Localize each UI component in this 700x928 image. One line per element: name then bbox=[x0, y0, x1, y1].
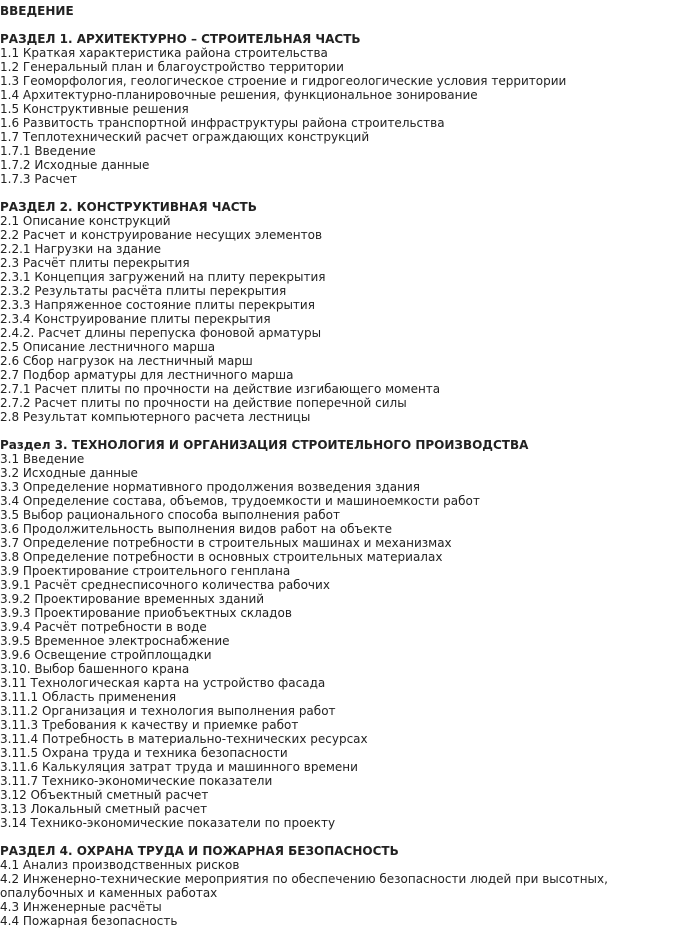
toc-item: 3.9.5 Временное электроснабжение bbox=[0, 634, 230, 648]
toc-item: 3.11.6 Калькуляция затрат труда и машинного времени bbox=[0, 760, 358, 774]
toc-item: 2.5 Описание лестничного марша bbox=[0, 340, 216, 354]
sections-container bbox=[0, 32, 700, 928]
toc-item: 1.7.2 Исходные данные bbox=[0, 158, 150, 172]
toc-item: 3.13 Локальный сметный расчет bbox=[0, 802, 208, 816]
toc-item: 3.4 Определение состава, объемов, трудоемкости и машиноемкости работ bbox=[0, 494, 480, 508]
toc-item: 3.5 Выбор рационального способа выполнения работ bbox=[0, 508, 340, 522]
toc-item: 3.11.5 Охрана труда и техника безопасности bbox=[0, 746, 288, 760]
toc-item: 3.9.3 Проектирование приобъектных складов bbox=[0, 606, 292, 620]
section-block bbox=[0, 200, 700, 438]
toc-item: 3.9.4 Расчёт потребности в воде bbox=[0, 620, 207, 634]
toc-item: 2.7.2 Расчет плиты по прочности на действие поперечной силы bbox=[0, 396, 407, 410]
toc-item: 3.11.3 Требования к качеству и приемке работ bbox=[0, 718, 299, 732]
section-title: Раздел 3. ТЕХНОЛОГИЯ И ОРГАНИЗАЦИЯ СТРОИТЕЛЬНОГО ПРОИЗВОДСТВА bbox=[0, 438, 529, 452]
toc-item: 2.2.1 Нагрузки на здание bbox=[0, 242, 162, 256]
toc-item: 2.4.2. Расчет длины перепуска фоновой арматуры bbox=[0, 326, 322, 340]
toc-item: 3.8 Определение потребности в основных строительных материалах bbox=[0, 550, 443, 564]
section-title: РАЗДЕЛ 1. АРХИТЕКТУРНО – СТРОИТЕЛЬНАЯ ЧАСТЬ bbox=[0, 32, 361, 46]
section-block bbox=[0, 844, 700, 928]
toc-item: 3.11.7 Технико-экономические показатели bbox=[0, 774, 273, 788]
toc-item: 2.3.4 Конструирование плиты перекрытия bbox=[0, 312, 271, 326]
toc-item: 4.1 Анализ производственных рисков bbox=[0, 858, 240, 872]
toc-item: 3.3 Определение нормативного продолжения возведения здания bbox=[0, 480, 420, 494]
toc-item: 1.2 Генеральный план и благоустройство территории bbox=[0, 60, 344, 74]
toc-item: 2.3.3 Напряженное состояние плиты перекрытия bbox=[0, 298, 315, 312]
toc-item: 3.11.2 Организация и технология выполнения работ bbox=[0, 704, 336, 718]
toc-item: 2.6 Сбор нагрузок на лестничный марш bbox=[0, 354, 253, 368]
toc-item: 3.2 Исходные данные bbox=[0, 466, 138, 480]
section-title: РАЗДЕЛ 2. КОНСТРУКТИВНАЯ ЧАСТЬ bbox=[0, 200, 257, 214]
toc-item: 1.7.3 Расчет bbox=[0, 172, 77, 186]
toc-item: 1.4 Архитектурно-планировочные решения, функциональное зонирование bbox=[0, 88, 478, 102]
toc-item: 1.5 Конструктивные решения bbox=[0, 102, 189, 116]
toc-item: 3.9.6 Освещение стройплощадки bbox=[0, 648, 212, 662]
section-title: РАЗДЕЛ 4. ОХРАНА ТРУДА И ПОЖАРНАЯ БЕЗОПАСНОСТЬ bbox=[0, 844, 399, 858]
toc-item: 1.3 Геоморфология, геологическое строение и гидрогеологические условия территории bbox=[0, 74, 567, 88]
toc-item: 2.1 Описание конструкций bbox=[0, 214, 171, 228]
toc-item: 4.3 Инженерные расчёты bbox=[0, 900, 162, 914]
toc-item: 3.14 Технико-экономические показатели по проекту bbox=[0, 816, 336, 830]
toc-item: 3.12 Объектный сметный расчет bbox=[0, 788, 209, 802]
toc-item: 2.7 Подбор арматуры для лестничного марша bbox=[0, 368, 294, 382]
toc-item: 3.9 Проектирование строительного генплана bbox=[0, 564, 291, 578]
toc-item: 2.3 Расчёт плиты перекрытия bbox=[0, 256, 190, 270]
toc-item: 1.6 Развитость транспортной инфраструктуры района строительства bbox=[0, 116, 445, 130]
toc-item: 3.1 Введение bbox=[0, 452, 85, 466]
toc-item: 4.2 Инженерно-технические мероприятия по обеспечению безопасности людей при высотных, опалубочных и каменных работах bbox=[0, 872, 608, 900]
toc-item: 3.6 Продолжительность выполнения видов работ на объекте bbox=[0, 522, 393, 536]
toc-item: 2.2 Расчет и конструирование несущих элементов bbox=[0, 228, 323, 242]
spacer bbox=[0, 830, 700, 844]
toc-item: 3.11.4 Потребность в материально-технических ресурсах bbox=[0, 732, 368, 746]
toc-item: 1.1 Краткая характеристика района строительства bbox=[0, 46, 328, 60]
toc-item: 4.4 Пожарная безопасность bbox=[0, 914, 178, 928]
toc-item: 2.8 Результат компьютерного расчета лестницы bbox=[0, 410, 311, 424]
toc-item: 3.7 Определение потребности в строительных машинах и механизмах bbox=[0, 536, 452, 550]
section-block bbox=[0, 32, 700, 200]
spacer bbox=[0, 18, 700, 32]
toc-item: 2.3.2 Результаты расчёта плиты перекрытия bbox=[0, 284, 287, 298]
toc-item: 3.9.2 Проектирование временных зданий bbox=[0, 592, 265, 606]
toc-item: 2.3.1 Концепция загружений на плиту перекрытия bbox=[0, 270, 326, 284]
toc-item: 3.11.1 Область применения bbox=[0, 690, 177, 704]
spacer bbox=[0, 424, 700, 438]
section-block bbox=[0, 438, 700, 844]
toc-item: 2.7.1 Расчет плиты по прочности на действие изгибающего момента bbox=[0, 382, 441, 396]
toc-item: 1.7.1 Введение bbox=[0, 144, 96, 158]
toc-item: 3.11 Технологическая карта на устройство фасада bbox=[0, 676, 326, 690]
toc-item: 1.7 Теплотехнический расчет ограждающих конструкций bbox=[0, 130, 370, 144]
spacer bbox=[0, 186, 700, 200]
toc-item: 3.9.1 Расчёт среднесписочного количества рабочих bbox=[0, 578, 330, 592]
toc-item: 3.10. Выбор башенного крана bbox=[0, 662, 190, 676]
intro-heading: ВВЕДЕНИЕ bbox=[0, 4, 74, 18]
